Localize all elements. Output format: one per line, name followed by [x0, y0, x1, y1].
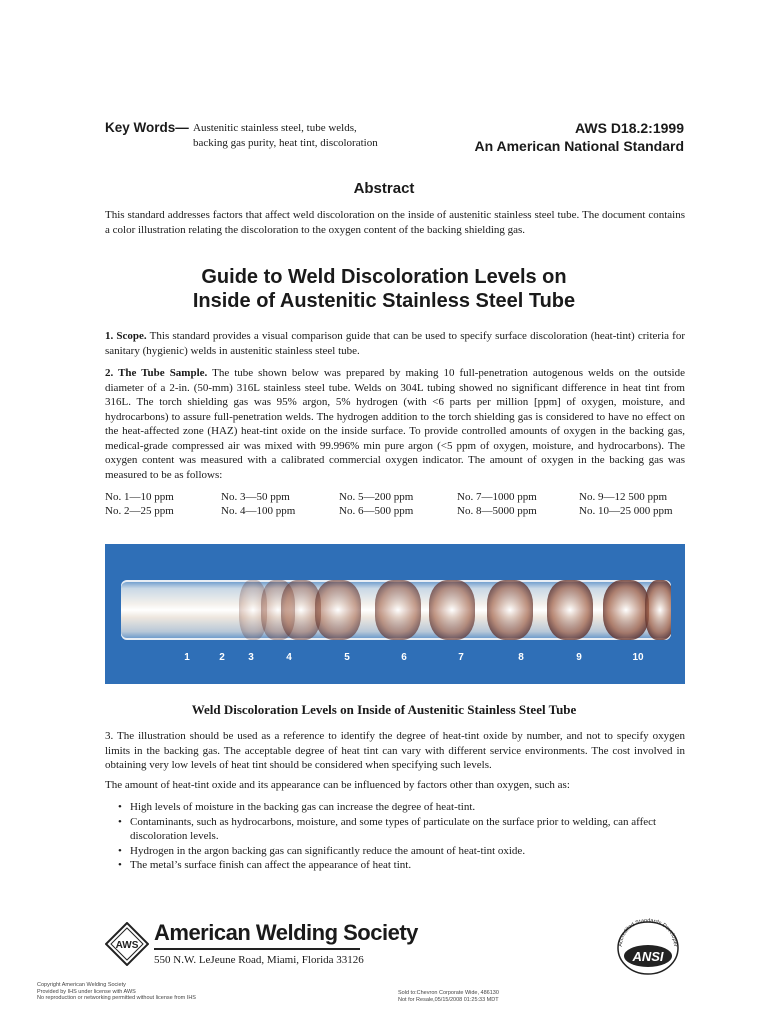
abstract-text: This standard addresses factors that affect weld discoloration on the inside of austenitic stainless steel tube. The document contains a color illustration relating the discoloration to the oxygen content of the backing shielding gas.	[105, 209, 685, 236]
scope-label: 1. Scope.	[105, 330, 147, 342]
level-item: No. 7—1000 ppm	[457, 491, 537, 503]
weld-number: 4	[286, 652, 292, 663]
level-item: No. 6—500 ppm	[339, 505, 414, 517]
weld-number: 10	[632, 652, 644, 663]
levels-column-3	[339, 490, 413, 518]
copyright-line: Provided by IHS under license with AWS	[37, 988, 136, 995]
weld-band	[487, 580, 533, 640]
levels-column-1	[105, 490, 174, 518]
license-line: Not for Resale,05/15/2008 01:25:33 MDT	[398, 996, 499, 1003]
list-item: • The metal’s surface finish can affect the appearance of heat tint.	[118, 858, 685, 873]
keywords-text	[193, 121, 413, 151]
levels-column-2	[221, 490, 295, 518]
aws-logo-icon	[105, 922, 149, 966]
weld-number: 5	[344, 652, 350, 663]
level-item: No. 9—12 500 ppm	[579, 491, 667, 503]
tube-sample-label: 2. The Tube Sample.	[105, 367, 208, 379]
weld-number: 6	[401, 652, 407, 663]
weld-band	[645, 580, 671, 640]
weld-band	[315, 580, 361, 640]
scope-paragraph	[105, 329, 685, 358]
list-item: • Hydrogen in the argon backing gas can significantly reduce the amount of heat-tint oxide.	[118, 844, 685, 859]
weld-number: 7	[458, 652, 464, 663]
divider	[154, 948, 360, 950]
weld-number: 9	[576, 652, 582, 663]
standard-number: AWS D18.2:1999	[575, 120, 684, 136]
organization-address: 550 N.W. LeJeune Road, Miami, Florida 33126	[154, 954, 364, 966]
levels-column-5	[579, 490, 673, 518]
list-item: • High levels of moisture in the backing gas can increase the degree of heat-tint.	[118, 800, 685, 815]
svg-text:Accredited Standards Developer	[618, 918, 678, 947]
tube-sample-text: The tube shown below was prepared by making 10 full-penetration autogenous welds on the outside diameter of a 2-in. (50-mm) 316L stainless steel tube. Welds on 304L tubing showed no significant difference in heat tint from 316L. The torch shielding gas was 95% argon, 5% hydrogen (with <6 parts per million [ppm] of oxygen, moisture, and hydrocarbons) to assure full-penetration welds. The hydrogen addition to the torch shielding gas is considered to have no effect on the heat-affected zone (HAZ) heat-tint oxide on the inside surface. To provide controlled amounts of oxygen in the backing gas, medical-grade compressed air was mixed with 99.996% min pure argon (<5 ppm of oxygen, moisture, and hydrocarbons). The oxygen content was measured with a calibrated commercial oxygen indicator. The amount of oxygen in the backing gas was measured to be as follows:	[105, 367, 685, 481]
weld-number: 2	[219, 652, 225, 663]
keywords-label: Key Words—	[105, 120, 189, 135]
title-line-2: Inside of Austenitic Stainless Steel Tube	[192, 290, 576, 312]
factors-list	[118, 800, 685, 873]
ansi-ring-text: Accredited Standards Developer	[617, 917, 679, 947]
level-item: No. 2—25 ppm	[105, 505, 174, 517]
weld-number: 3	[248, 652, 254, 663]
scope-text: This standard provides a visual comparison guide that can be used to specify surface discoloration (heat-tint) criteria for sanitary (hygienic) welds in austenitic stainless steel tube.	[105, 330, 686, 357]
level-item: No. 1—10 ppm	[105, 491, 174, 503]
levels-column-4	[457, 490, 537, 518]
level-item: No. 5—200 ppm	[339, 491, 414, 503]
weld-band	[375, 580, 421, 640]
weld-number: 8	[518, 652, 524, 663]
organization-name: American Welding Society	[154, 920, 418, 945]
level-item: No. 10—25 000 ppm	[579, 505, 673, 517]
level-item: No. 8—5000 ppm	[457, 505, 537, 517]
standard-id	[474, 119, 684, 155]
level-item: No. 3—50 ppm	[221, 491, 290, 503]
license-notice	[398, 990, 499, 1003]
factors-intro: The amount of heat-tint oxide and its appearance can be influenced by factors other than oxygen, such as:	[105, 779, 570, 791]
document-title	[0, 265, 768, 313]
tube-photo	[105, 544, 685, 684]
keywords-line-1: Austenitic stainless steel, tube welds,	[193, 122, 357, 134]
list-item: • Contaminants, such as hydrocarbons, moisture, and some types of particulate on the surface prior to welding, can affect discoloration levels.	[118, 815, 685, 844]
weld-band	[547, 580, 593, 640]
ansi-logo-icon	[612, 916, 684, 976]
keywords-line-2: backing gas purity, heat tint, discoloration	[193, 137, 378, 149]
weld-number: 1	[184, 652, 190, 663]
illustration-paragraph: 3. The illustration should be used as a reference to identify the degree of heat-tint oxide by number, and not to specify oxygen limits in the backing gas. The acceptable degree of heat tint can vary with different service environments. The cost involved in obtaining very low levels of heat tint should be considered when specifying such levels.	[105, 730, 685, 771]
license-line: Sold to:Chevron Corporate Wide, 486130	[398, 990, 499, 996]
standard-type: An American National Standard	[474, 138, 684, 154]
figure-caption: Weld Discoloration Levels on Inside of Austenitic Stainless Steel Tube	[191, 702, 577, 717]
weld-band	[603, 580, 649, 640]
aws-logo-text: AWS	[115, 940, 139, 951]
abstract-heading: Abstract	[353, 180, 415, 197]
level-item: No. 4—100 ppm	[221, 505, 296, 517]
tube-sample-paragraph	[105, 366, 685, 482]
tube-image	[121, 580, 671, 640]
title-line-1: Guide to Weld Discoloration Levels on	[201, 266, 567, 288]
copyright-notice	[37, 982, 196, 1002]
copyright-line: No reproduction or networking permitted without license from IHS	[37, 995, 196, 1001]
weld-band	[429, 580, 475, 640]
ansi-logo-text: ANSI	[632, 949, 664, 964]
copyright-line: Copyright American Welding Society	[37, 982, 126, 988]
